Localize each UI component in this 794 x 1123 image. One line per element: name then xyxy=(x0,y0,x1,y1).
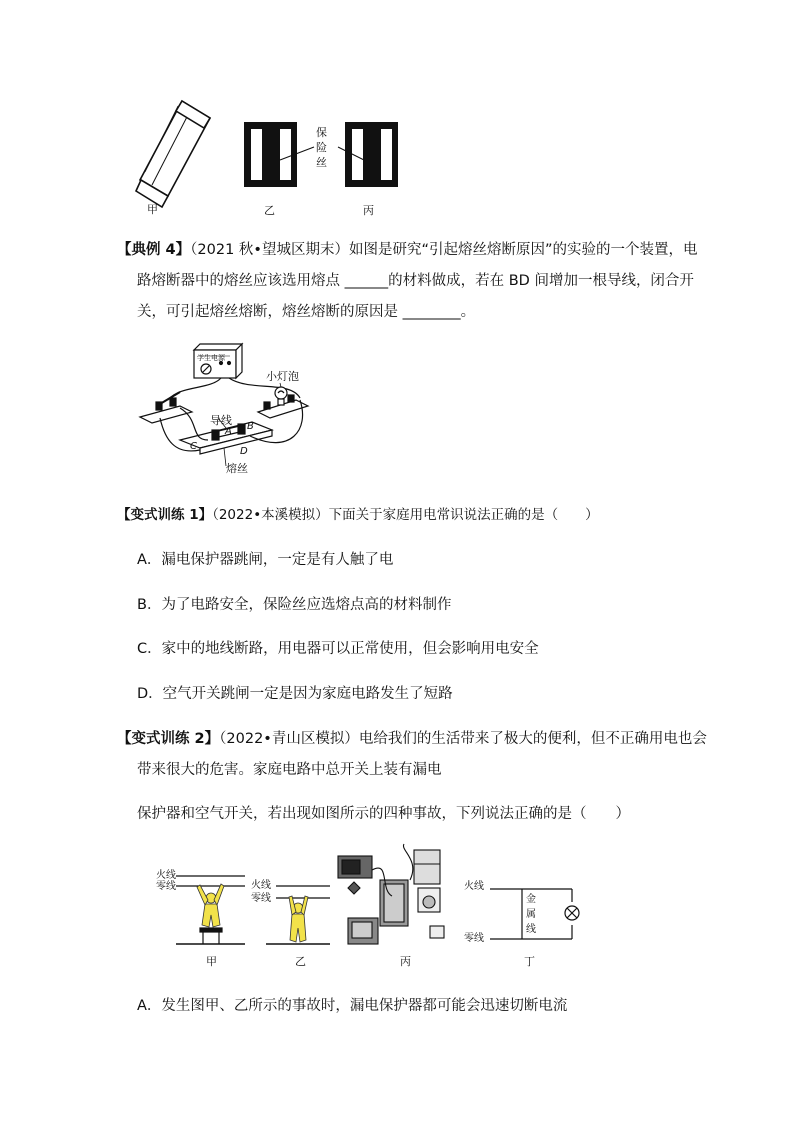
figure-label-bing: 丙 xyxy=(363,204,374,217)
neutral-wire-label: 零线 xyxy=(156,881,176,892)
metal-wire-label: 线 xyxy=(526,924,536,935)
neutral-wire-label: 零线 xyxy=(251,893,271,904)
fuse-wire-label: 熔丝 xyxy=(226,462,248,475)
question-text: 电给我们的生活带来了极大的便利，但不正确用电也会 xyxy=(358,731,707,747)
source: （2022•本溪模拟） xyxy=(212,507,329,523)
variant-tag: 【变式训练 1】 xyxy=(117,507,213,523)
power-supply-label: 学生电源 xyxy=(197,354,225,362)
question-text: 下面关于家庭用电常识说法正确的是（ ） xyxy=(328,507,599,523)
variant-2-line-2: 带来很大的危害。家庭电路中总开关上装有漏电 xyxy=(137,762,442,778)
example-tag: 【典例 4】 xyxy=(117,242,191,258)
variant-2-line-3: 保护器和空气开关，若出现如图所示的四种事故，下列说法正确的是（ ） xyxy=(137,806,630,822)
source: （2022•青山区模拟） xyxy=(219,731,359,747)
fuse-label: 保 xyxy=(316,126,327,139)
metal-wire-label: 属 xyxy=(526,909,536,920)
point-c-label: C xyxy=(190,441,197,452)
figure-label-jia: 甲 xyxy=(147,203,158,216)
source: （2021 秋•望城区期末） xyxy=(190,242,349,258)
live-wire-label: 火线 xyxy=(156,870,176,881)
option-d: D．空气开关跳闸一定是因为家庭电路发生了短路 xyxy=(137,686,453,702)
wire-label: 导线 xyxy=(210,414,232,427)
fuse-label: 险 xyxy=(316,141,327,154)
option-b: B．为了电路安全，保险丝应选熔点高的材料制作 xyxy=(137,597,452,613)
live-wire-label: 火线 xyxy=(464,881,484,892)
fuse-label: 丝 xyxy=(316,156,327,169)
live-wire-label: 火线 xyxy=(251,880,271,891)
example-4-line-3: 关，可引起熔丝熔断，熔丝熔断的原因是 ________。 xyxy=(137,304,476,320)
figure-label-ding: 丁 xyxy=(524,955,535,968)
option-c: C．家中的地线断路，用电器可以正常使用，但会影响用电安全 xyxy=(137,641,539,657)
question-text: 如图是研究“引起熔丝熔断原因”的实验的一个装置，电 xyxy=(348,242,698,258)
figure-label-jia: 甲 xyxy=(206,955,217,968)
figure-label-yi: 乙 xyxy=(295,955,306,968)
option-a: A．漏电保护器跳闸，一定是有人触了电 xyxy=(137,552,394,568)
figure-label-bing: 丙 xyxy=(400,955,411,968)
point-d-label: D xyxy=(240,446,248,457)
point-a-label: A xyxy=(225,426,232,437)
point-b-label: B xyxy=(247,421,254,432)
bulb-label: 小灯泡 xyxy=(266,370,299,383)
variant-tag: 【变式训练 2】 xyxy=(117,731,220,747)
metal-wire-label: 金 xyxy=(526,894,536,905)
figure-label-yi: 乙 xyxy=(264,204,275,217)
variant-2-option-a: A．发生图甲、乙所示的事故时，漏电保护器都可能会迅速切断电流 xyxy=(137,998,568,1014)
example-4-line-2: 路熔断器中的熔丝应该选用熔点 ______的材料做成，若在 BD 间增加一根导线，闭合开 xyxy=(137,273,694,289)
neutral-wire-label: 零线 xyxy=(464,933,484,944)
